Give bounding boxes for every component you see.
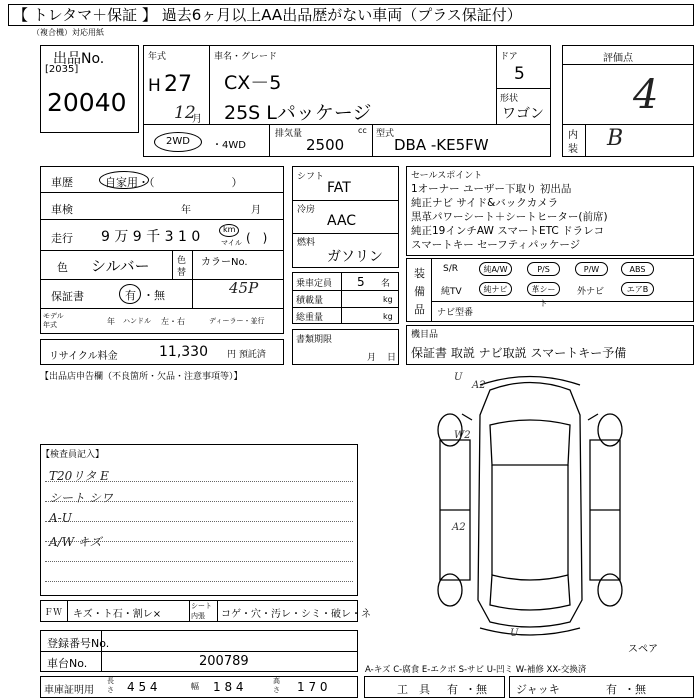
ac-value: AAC <box>327 213 357 229</box>
damage-mark: A2 <box>452 522 466 533</box>
fw-label: ＦＷ <box>44 608 63 618</box>
jack-label: ジャッキ <box>516 683 560 696</box>
sales-points-box <box>406 166 694 256</box>
damage-mark: U <box>510 628 519 639</box>
equip-navi-model: ナビ型番 <box>437 308 474 318</box>
mileage-mile: マイル <box>221 239 242 247</box>
rating-box <box>562 45 694 157</box>
damage-legend: A-キズ C-腐食 E-エクボ S-サビ U-凹ミ W-補修 XX-交換済 <box>365 665 587 675</box>
weight-label: 総重量 <box>296 313 324 323</box>
equip-leather: 革シート <box>527 282 560 296</box>
warranty-no: ・無 <box>143 289 165 302</box>
mileage-extra: ( ) <box>246 231 268 245</box>
load-unit: kg <box>383 295 393 304</box>
model-name: CX－5 <box>224 72 282 94</box>
model-year-dealer: ディーラー・並行 <box>209 317 265 325</box>
model-year-label-1: モデル <box>43 312 64 320</box>
fuel-value: ガソリン <box>327 249 383 265</box>
width-value: 1 8 4 <box>213 680 244 694</box>
inspection-year-label: 年 <box>181 205 191 216</box>
equip-tv: 純TV <box>441 287 462 297</box>
seat-label-1: シート <box>191 602 212 610</box>
history-options: 自家用・（ ） <box>105 176 243 189</box>
body-type-value: ワゴン <box>502 106 544 122</box>
year-era: H <box>148 76 161 96</box>
capacity-box <box>292 272 399 324</box>
year-month: 12 <box>174 103 196 123</box>
length-value: 4 5 4 <box>127 680 158 694</box>
warranty-yes: 有 <box>125 289 136 302</box>
equip-sr: S/R <box>443 264 458 274</box>
color-no-label: カラーNo. <box>201 257 248 268</box>
vehicle-info-box <box>143 45 551 157</box>
length-label: 長さ <box>107 677 114 694</box>
damage-mark: A2 <box>472 380 486 391</box>
lot-number: 20040 <box>47 88 127 117</box>
spare-label: スペア <box>628 644 658 655</box>
warranty-label: 保証書 <box>51 290 84 303</box>
equipment-label-2: 備 <box>414 285 425 298</box>
year-value: 27 <box>164 72 192 97</box>
color-no: 45P <box>229 279 259 297</box>
width-label: 幅 <box>191 682 199 691</box>
displacement-value: 2500 <box>306 136 345 154</box>
color-value: シルバー <box>91 257 150 275</box>
tools-label: 工 具 <box>397 683 430 696</box>
doors-label: ドア <box>500 52 518 62</box>
model-label: 車名・グレード <box>214 52 278 62</box>
recycle-value: 11,330 <box>159 344 208 360</box>
load-label: 積載量 <box>296 296 324 306</box>
drive-2wd: 2WD <box>166 136 190 147</box>
recycle-label: リサイクル料金 <box>49 351 118 362</box>
shift-label: シフト <box>297 172 325 182</box>
inspector-box <box>40 444 358 596</box>
doors-value: 5 <box>514 64 525 84</box>
sales-point-line: 純正ナビ サイド&バックカメラ <box>411 197 559 209</box>
model-code-label: 型式 <box>376 129 395 139</box>
equip-navi: 純ナビ <box>479 282 512 296</box>
docs-deadline-month: 月 <box>367 353 377 363</box>
sales-point-line: 1オーナー ユーザー下取り 初出品 <box>411 183 572 195</box>
form-subtitle: （複合機）対応用紙 <box>32 28 104 37</box>
equip-aw: 純A/W <box>479 262 512 276</box>
dimensions-box <box>40 676 358 698</box>
color-change-2: 替 <box>177 268 187 278</box>
seat-text: コゲ・穴・汚レ・シミ・破レ・ネ <box>221 609 371 620</box>
sales-points-label: セールスポイント <box>411 171 483 181</box>
rating-label: 評価点 <box>603 53 633 64</box>
equip-abs: ABS <box>621 262 654 276</box>
year-month-suffix: 月 <box>192 114 202 125</box>
tools-no: ・無 <box>465 683 487 696</box>
fw-text: キズ・ト石・割レ× <box>73 609 162 620</box>
recycle-box <box>40 339 284 365</box>
seat-label-2: 内張 <box>191 612 205 620</box>
docs-deadline-day: 日 <box>387 353 397 363</box>
details-middle <box>292 166 399 268</box>
equipment-label-3: 品 <box>414 303 425 316</box>
mileage-value: 9 万 9 千 3 1 0 <box>101 229 201 245</box>
drive-4wd: ・4WD <box>212 140 246 151</box>
fuel-label: 燃料 <box>297 238 316 248</box>
model-year-handle-label: ハンドル <box>123 317 151 325</box>
recycle-unit: 円 預託済 <box>227 350 266 360</box>
model-code-value: DBA -KE5FW <box>394 136 489 154</box>
model-grade: 25S Lパッケージ <box>224 102 372 124</box>
dimensions-label: 車庫証明用 <box>44 685 94 696</box>
page-title: 【 トレタマ＋保証 】 過去6ヶ月以上AA出品歴がない車両（プラス保証付） <box>8 4 694 26</box>
interior-score: B <box>607 126 624 151</box>
color-label: 色 <box>57 261 68 274</box>
equipment-label-1: 装 <box>414 267 425 280</box>
jack-yes: 有 <box>606 683 617 696</box>
year-label: 年式 <box>148 52 167 62</box>
extra-items-value: 保証書 取説 ナビ取説 スマートキー予備 <box>411 346 627 360</box>
weight-unit: kg <box>383 312 393 321</box>
equip-ps: P/S <box>527 262 560 276</box>
chassis-value: 200789 <box>199 654 249 669</box>
height-label: 高さ <box>273 677 280 694</box>
shift-value: FAT <box>327 180 351 196</box>
height-value: 1 7 0 <box>297 680 328 694</box>
condition-row <box>40 600 371 622</box>
rating-score: 4 <box>633 72 659 118</box>
tools-yes: 有 <box>447 683 458 696</box>
history-label: 車歴 <box>51 176 73 189</box>
model-year-label-2: 年式 <box>43 321 57 329</box>
lot-sub-number: [2035] <box>45 64 79 75</box>
capacity-value: 5 <box>357 275 365 289</box>
inspector-line: シート シワ <box>49 491 113 505</box>
color-change-1: 色 <box>177 256 187 266</box>
equipment-box <box>406 258 694 322</box>
model-year-year: 年 <box>107 317 115 326</box>
sales-point-line: 黒革パワーシート＋シートヒーター(前席) <box>411 211 608 223</box>
displacement-unit: cc <box>358 126 367 135</box>
displacement-label: 排気量 <box>275 129 303 139</box>
jack-no: ・無 <box>624 683 646 696</box>
sales-point-line: スマートキー セーフティパッケージ <box>411 239 581 251</box>
capacity-label: 乗車定員 <box>296 279 333 289</box>
damage-mark: U <box>454 372 463 383</box>
equip-airbag: エアB <box>621 282 654 296</box>
jack-box <box>509 676 694 698</box>
docs-deadline-box <box>292 329 399 365</box>
equip-pw: P/W <box>575 262 608 276</box>
mileage-label: 走行 <box>51 232 73 245</box>
inspection-month-label: 月 <box>251 205 261 216</box>
extra-items-label: 機目品 <box>411 330 439 340</box>
interior-label-2: 装 <box>568 144 578 155</box>
damage-mark: W2 <box>454 430 471 441</box>
sales-point-line: 純正19インチAW スマートETC ドラレコ <box>411 225 605 237</box>
registration-box <box>40 630 358 672</box>
inspection-label: 車検 <box>51 203 73 216</box>
equip-ext-navi: 外ナビ <box>577 287 605 297</box>
lot-label: 出品No. <box>53 51 105 67</box>
car-diagram <box>410 370 650 640</box>
docs-deadline-label: 書類期限 <box>296 335 333 345</box>
tools-box <box>364 676 505 698</box>
notes-title: 【出品店申告欄（不良箇所・欠品・注意事項等）】 <box>40 372 243 382</box>
inspector-line: A-U <box>49 511 72 525</box>
mileage-km: km <box>223 225 236 234</box>
inspector-line: T20リタ E <box>49 469 109 483</box>
registration-label: 登録番号No. <box>47 637 110 650</box>
model-year-handle: 左・右 <box>161 317 185 326</box>
chassis-label: 車台No. <box>47 657 88 670</box>
lot-box <box>40 45 139 133</box>
inspector-label: 【検査員記入】 <box>41 450 105 460</box>
extra-items-box <box>406 325 694 365</box>
inspector-line: A/W キズ <box>49 535 102 549</box>
body-type-label: 形状 <box>500 94 519 104</box>
capacity-unit: 名 <box>381 279 391 289</box>
interior-label-1: 内 <box>568 130 578 141</box>
details-left <box>40 166 284 334</box>
ac-label: 冷房 <box>297 205 316 215</box>
